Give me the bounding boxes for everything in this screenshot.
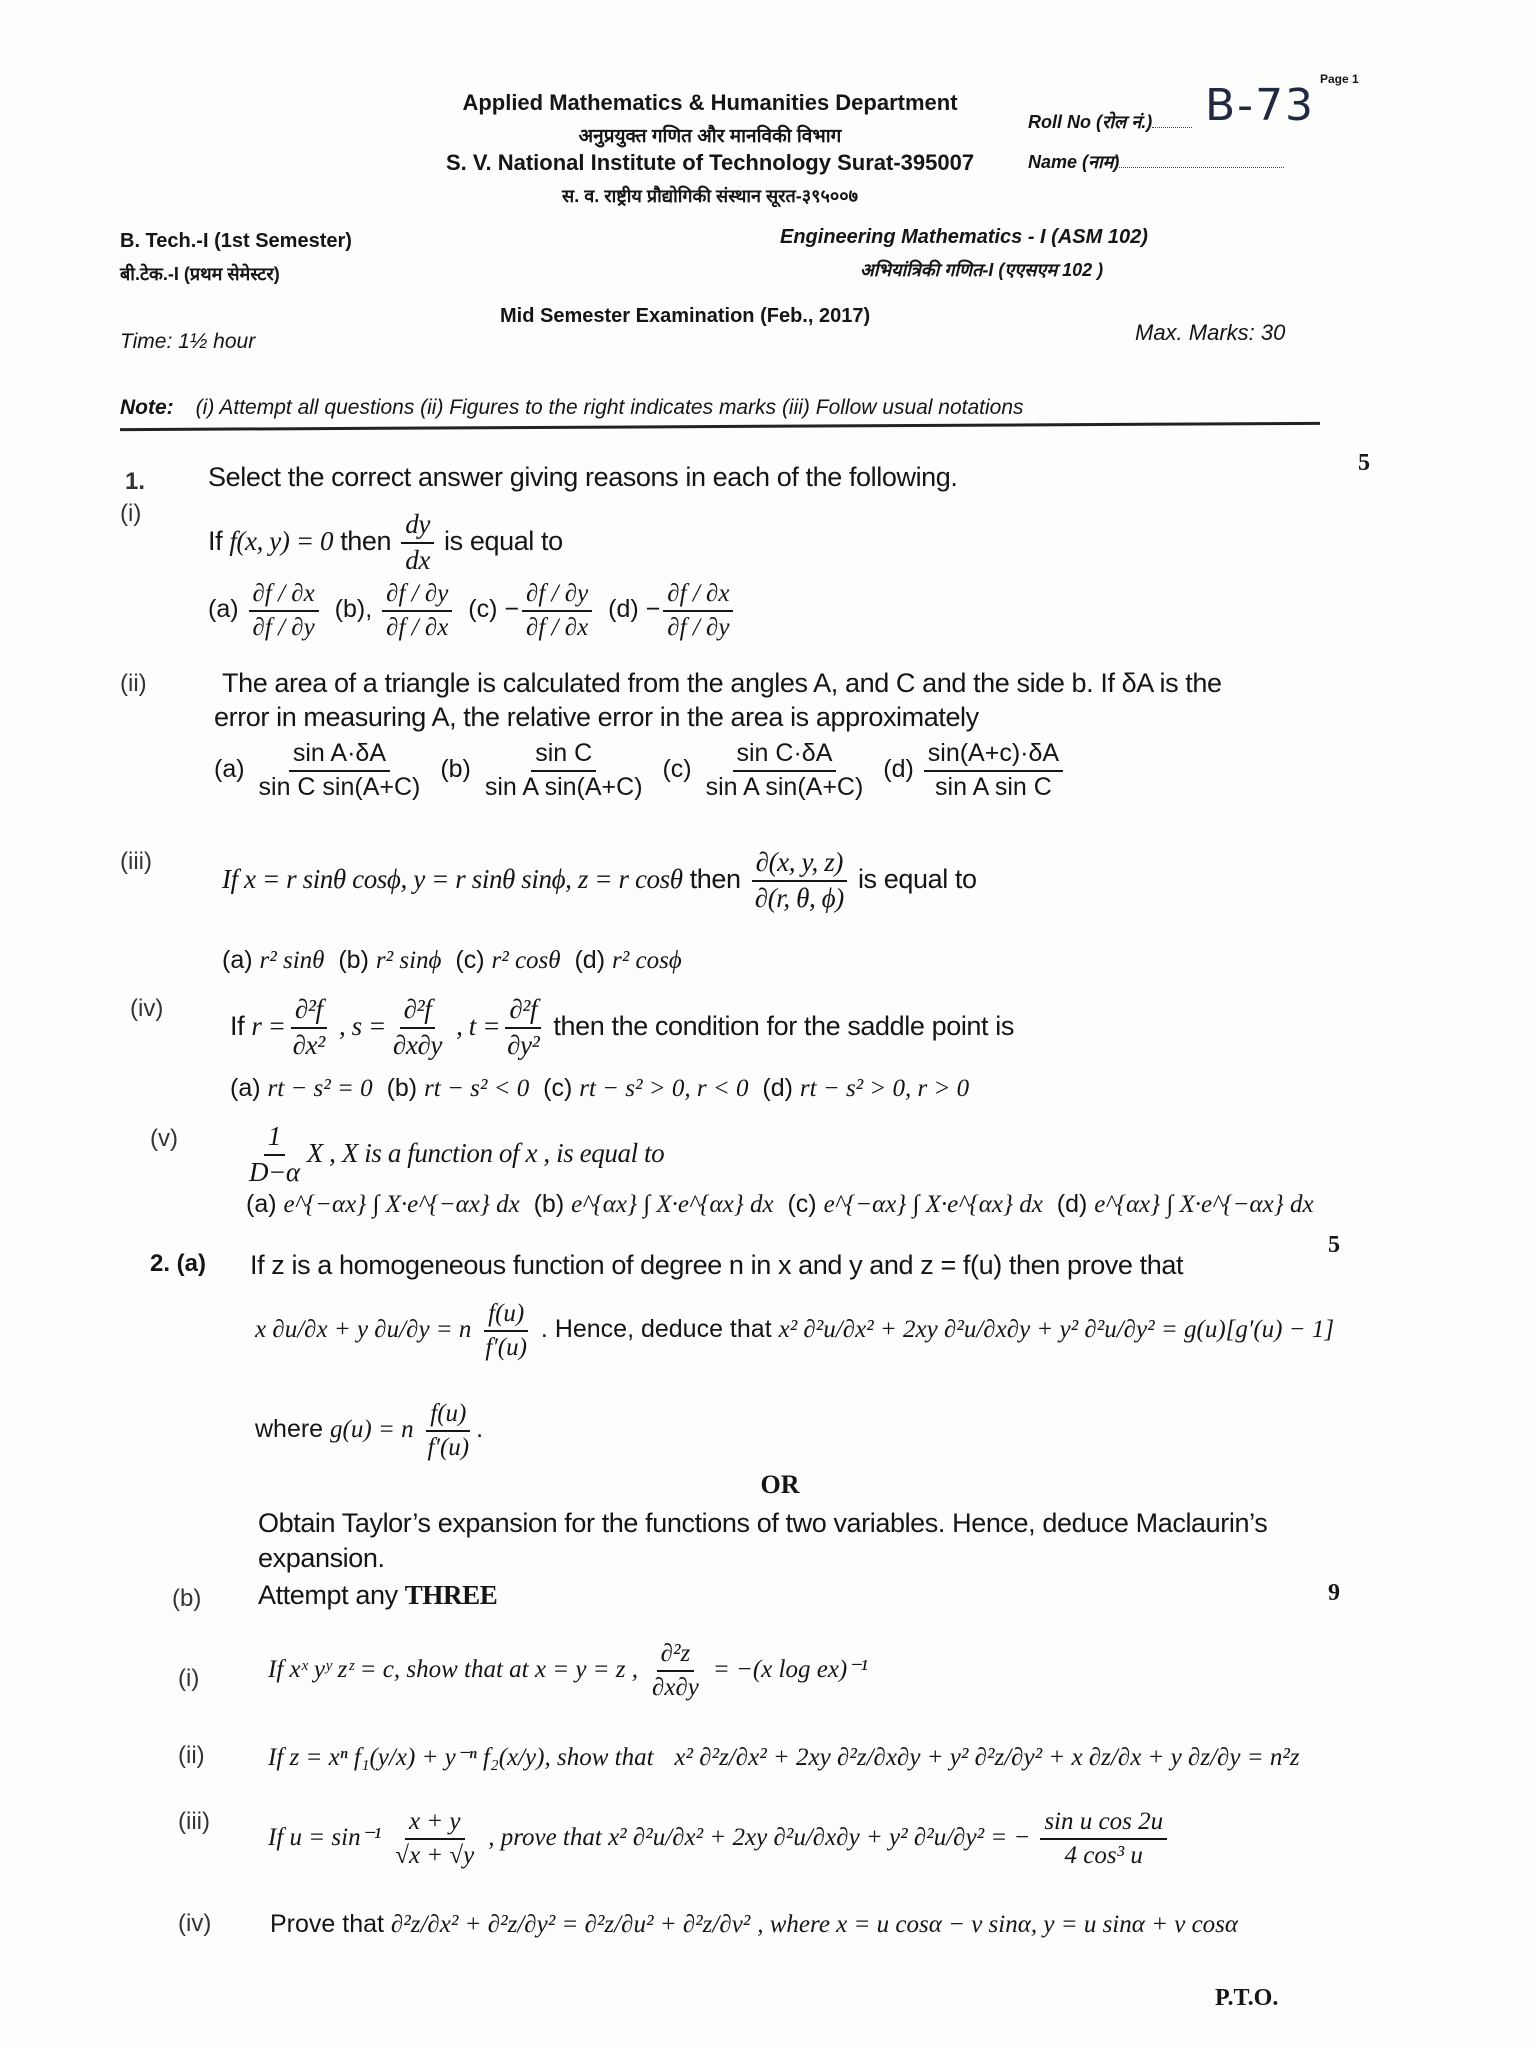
stem-text: then [333,525,399,556]
q2b-iv-text: Prove that ∂²z/∂x² + ∂²z/∂y² = ∂²z/∂u² + ∂²z/∂v² , where x = u cosα − v sinα, y = u sinα + v cosα [270,1910,1239,1938]
page-label: Page 1 [1320,72,1359,86]
or-separator: OR [760,1470,800,1499]
q1-ii-options: (a) $\frac{\text{sin A·δA}}{\text{sin C sin(A+C)}}$ (b) $\frac{\text{sin C}}{\text{sin A sin(A+C)}}$ (c) $\frac{\text{sin C·δA}}{\text{sin A sin(A+C)}}$ (d) $\frac{\sin(A+c)\cdot\delta A}{\text{sin A sin C}}$ [214,740,1066,801]
q1-v-label: (v) [150,1125,178,1152]
q1-iii-label: (iii) [120,848,152,875]
q1-iv-options: (a) rt − s² = 0 (b) rt − s² < 0 (c) rt − s² > 0, r < 0 (d) rt − s² > 0, r > 0 [230,1074,970,1102]
q1-iv-stem: If r = $\frac{\text{∂²f}}{\text{∂x²}}$ , s = $\frac{\text{∂²f}}{\partial x\partial y}$ , t = $\frac{\text{∂²f}}{\text{∂y²}}$ then the condition for the saddle point is [230,994,1014,1060]
q1-iii-options: (a) r² sinθ (b) r² sinϕ (c) r² cosθ (d) r² cosϕ [222,946,682,974]
time-allowed: Time: 1½ hour [120,330,256,353]
max-marks: Max. Marks: 30 [1135,320,1286,345]
q1-marks: 5 [1358,450,1370,476]
q2b-marks: 9 [1328,1580,1340,1606]
course-hi: अभियांत्रिकी गणित-I (एएसएम 102 ) [860,260,1104,280]
program-hi: बी.टेक.-I (प्रथम सेमेस्टर) [120,264,280,284]
q1-iii-stem: If x = r sinθ cosϕ, y = r sinθ sinϕ, z = r cosθ then $\frac{\partial(x, y, z)}{\partial(r, \theta, \phi)}$ is equal to [222,847,977,913]
pto-label: P.T.O. [1215,1985,1279,2011]
q1-iv-label: (iv) [130,995,164,1022]
q1-i-stem [208,510,563,575]
program-en: B. Tech.-I (1st Semester) [120,230,352,252]
roll-no-value: B-73 [1205,80,1316,131]
q2b-label: (b) [172,1585,202,1612]
q2a-line1: If z is a homogeneous function of degree n in x and y and z = f(u) then prove that [250,1250,1184,1280]
q2b-i-text: If xˣ yʸ zᶻ = c, show that at x = y = z , $\frac{\text{∂²z}}{\partial x\partial y}$ = −(x log ex)⁻¹ [268,1640,868,1701]
q1-v-stem: $\frac{1}{D-\alpha}$ X , X is a function of x , is equal to [249,1121,665,1187]
q2b-ii-text: If z = xⁿ f₁(y/x) + y⁻ⁿ f₂(x/y), show that x² ∂²z/∂x² + 2xy ∂²z/∂x∂y + y² ∂²z/∂y² + x ∂z/∂x + y ∂z/∂y = n²z [268,1744,1300,1771]
institute-title-hi: स. व. राष्ट्रीय प्रौद्योगिकी संस्थान सूरत-३९५००७ [562,186,858,206]
stem-text: is equal to [444,525,563,556]
q1-v-options: (a) e^{−αx} ∫ X·e^{−αx} dx (b) e^{αx} ∫ X·e^{αx} dx (c) e^{−αx} ∫ X·e^{αx} dx (d) e^{αx} ∫ X·e^{−αx} dx [246,1190,1314,1218]
course-en: Engineering Mathematics - I (ASM 102) [780,226,1148,248]
q2b-ii-label: (ii) [178,1742,205,1769]
header-divider [120,422,1320,431]
q2b-instruction: Attempt any THREE [258,1580,498,1610]
roll-no-label [1028,110,1192,134]
department-title-en: Applied Mathematics & Humanities Department [462,90,958,115]
q1-number: 1. [125,468,146,495]
q2a-marks: 5 [1328,1232,1340,1258]
q1-i-label: (i) [120,500,142,527]
q1-ii-stem-line1: The area of a triangle is calculated from the angles A, and C and the side b. If δA is the [222,668,1222,698]
name-field [1028,150,1284,174]
q2a-where: where g(u) = n $\frac{f(u)}{f'(u)}$ . [255,1400,484,1461]
q1-ii-stem-line2: error in measuring A, the relative error in the area is approximately [214,702,979,732]
dy-dx-fraction: $\frac{dy}{dx}$ [401,510,434,575]
department-title-hi: अनुप्रयुक्त गणित और मानविकी विभाग [578,126,842,147]
note-line [120,396,1024,420]
roll-no-label-text: Roll No (रोल नं.) [1028,112,1153,132]
q2b-iv-label: (iv) [178,1910,212,1937]
q1-instruction: Select the correct answer giving reasons in each of the following. [208,462,958,492]
q1-ii-label: (ii) [120,670,147,697]
stem-math: f(x, y) = 0 [229,525,334,556]
q2a-alt-line1: Obtain Taylor’s expansion for the functions of two variables. Hence, deduce Maclaurin’s [258,1508,1268,1538]
exam-title: Mid Semester Examination (Feb., 2017) [500,305,871,327]
q2b-iii-label: (iii) [178,1808,210,1835]
q2b-i-label: (i) [178,1665,200,1692]
name-label: Name (नाम) [1028,152,1120,172]
institute-title-en: S. V. National Institute of Technology Surat-395007 [445,150,975,175]
q2a-alt-line2: expansion. [258,1543,385,1573]
q2b-iii-text: If u = sin⁻¹ $\frac{x + y}{√x + √y}$ , prove that x² ∂²u/∂x² + 2xy ∂²u/∂x∂y + y² ∂²u/∂y² = − $\frac{\text{sin u cos 2u}}{\text{4 cos³ u}}$ [268,1808,1170,1869]
q1-i-options: (a) $\frac{\partial f / \partial x}{\partial f / \partial y}$ (b), $\frac{\partial f / \partial y}{\partial f / \partial x}$ (c) − $\frac{\partial f / \partial y}{\partial f / \partial x}$ (d) − $\frac{\partial f / \partial x}{\partial f / \partial y}$ [208,580,736,641]
note-text: (i) Attempt all questions (ii) Figures to the right indicates marks (iii) Follow usual notations [195,396,1024,419]
stem-text: If [208,525,230,556]
q2a-label: 2. (a) [150,1250,207,1277]
q2a-equation: x ∂u/∂x + y ∂u/∂y = n $\frac{f(u)}{f'(u)}$ . Hence, deduce that x² ∂²u/∂x² + 2xy ∂²u/∂x∂y + y² ∂²u/∂y² = g(u)[g′(u) − 1] [255,1300,1335,1361]
note-label: Note: [120,396,174,419]
